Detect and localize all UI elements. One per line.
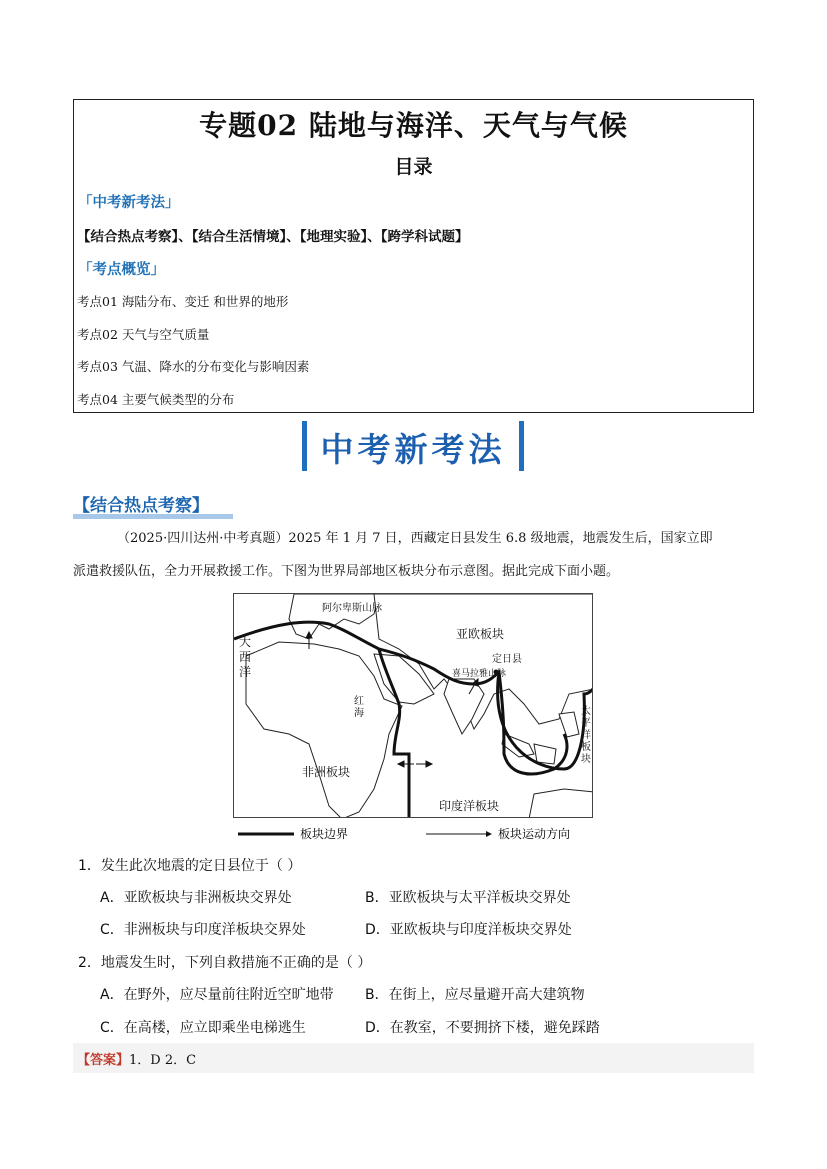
- island: [502, 734, 534, 757]
- toc-box: [73, 99, 754, 413]
- australia-landmass: [529, 789, 593, 818]
- option-2c[interactable]: C．在高楼，应立即乘坐电梯逃生: [100, 1020, 306, 1036]
- banner: [302, 421, 524, 471]
- map-label: 印度洋板块: [439, 799, 500, 813]
- map-label: 非洲板块: [302, 765, 351, 779]
- legend-svg: [236, 823, 596, 845]
- toc-item: 考点03 气温、降水的分布变化与影响因素: [77, 359, 310, 374]
- map-label: 板: [581, 742, 591, 753]
- plate-map: [233, 593, 593, 818]
- question-1: 1．发生此次地震的定日县位于（ ）: [78, 858, 302, 874]
- answer-line: [77, 1049, 196, 1068]
- map-legend: [236, 823, 596, 845]
- banner-bar-right: [519, 421, 524, 471]
- legend-boundary-label: 板块边界: [300, 827, 349, 841]
- section-tag: 【结合热点考察】: [73, 496, 209, 516]
- island: [534, 744, 556, 764]
- banner-bar-left: [302, 421, 307, 471]
- map-label: 平: [581, 718, 591, 729]
- intro-line-1: （2025·四川达州·中考真题）2025 年 1 月 7 日，西藏定日县发生 6.8 级地震，地震发生后，国家立即: [117, 531, 713, 546]
- map-label: 洋: [581, 730, 591, 741]
- map-label: 阿尔卑斯山脉: [322, 603, 382, 614]
- option-1d[interactable]: D．亚欧板块与印度洋板块交界处: [365, 922, 572, 938]
- map-label: 块: [581, 754, 591, 765]
- toc-section-overview: 「考点概览」: [78, 261, 165, 278]
- page-title: 专题02 陆地与海洋、天气与气候: [199, 109, 628, 142]
- toc-item: 考点04 主要气候类型的分布: [77, 392, 235, 407]
- toc-item: 考点01 海陆分布、变迁 和世界的地形: [77, 294, 289, 309]
- banner-text: 中考新考法: [320, 430, 506, 469]
- answer-text: 1．D 2．C: [129, 1053, 197, 1068]
- map-label: 喜马拉雅山脉: [452, 669, 507, 679]
- map-label: 亚欧板块: [456, 627, 505, 641]
- option-1c[interactable]: C．非洲板块与印度洋板块交界处: [100, 922, 306, 938]
- map-label: 海: [354, 708, 364, 719]
- map-label: 定日县: [492, 654, 522, 665]
- india-landmass: [444, 679, 484, 734]
- map-label: 洋: [239, 665, 252, 679]
- option-1b[interactable]: B．亚欧板块与太平洋板块交界处: [365, 890, 571, 906]
- answer-bar: [73, 1043, 754, 1073]
- toc-section-new-methods: 「中考新考法」: [78, 194, 180, 211]
- island: [559, 712, 579, 737]
- map-label: 大: [239, 635, 252, 649]
- arrow-icon: [486, 831, 492, 837]
- asia-landmass: [374, 594, 593, 729]
- legend-motion-label: 板块运动方向: [498, 827, 571, 841]
- option-2b[interactable]: B．在街上，应尽量避开高大建筑物: [365, 987, 585, 1003]
- map-label: 西: [239, 650, 252, 664]
- option-2d[interactable]: D．在教室，不要拥挤下楼，避免踩踏: [365, 1020, 600, 1036]
- option-2a[interactable]: A．在野外，应尽量前往附近空旷地带: [100, 987, 334, 1003]
- plate-map-svg: [234, 594, 593, 818]
- map-label: 红: [354, 696, 364, 707]
- toc-item: 考点02 天气与空气质量: [77, 327, 210, 342]
- question-2: 2．地震发生时，下列自救措施不正确的是（ ）: [78, 955, 372, 971]
- europe-landmass: [289, 594, 379, 639]
- map-label: 太: [581, 706, 591, 717]
- answer-label: 【答案】: [77, 1053, 130, 1068]
- option-1a[interactable]: A．亚欧板块与非洲板块交界处: [100, 890, 292, 906]
- toc-tags: 【结合热点考察】、【结合生活情境】、【地理实验】、【跨学科试题】: [77, 229, 469, 245]
- toc-subtitle: 目录: [394, 156, 433, 178]
- intro-line-2: 派遣救援队伍，全力开展救援工作。下图为世界局部地区板块分布示意图。据此完成下面小题。: [73, 564, 620, 579]
